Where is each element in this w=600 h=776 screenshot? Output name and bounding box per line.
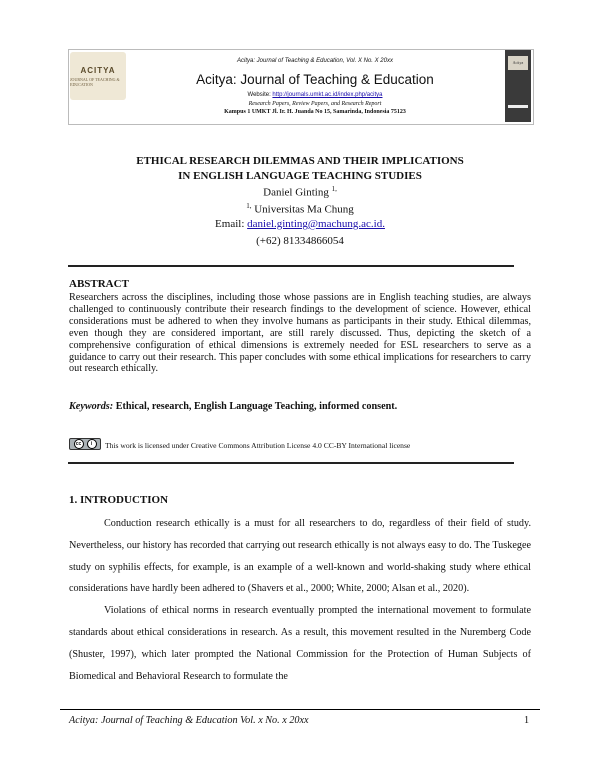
journal-cover-thumbnail — [505, 50, 531, 122]
author-name — [60, 185, 540, 199]
header-journal-volume — [130, 58, 500, 64]
email-link[interactable]: daniel.ginting@machung.ac.id. — [247, 218, 385, 230]
journal-logo — [70, 52, 126, 100]
website-label: Website: — [247, 92, 273, 98]
cover-title: Acitya — [508, 56, 528, 70]
intro-paragraph-1: Conduction research ethically is a must for all researchers to do, regardless of their field of study. Nevertheless, our history has recorded that carrying out research ethically is not always easy to do. The Tuskegee study on syphilis effects, for example, is an example of a well-known and world-shaking study where ethical considerations have hardly been adhered to (Shavers et al., 2000; White, 2000; Alsan et al., 2020). — [69, 518, 531, 595]
logo-subtext: JOURNAL OF TEACHING & EDUCATION — [70, 76, 120, 87]
footer-journal-info: Acitya: Journal of Teaching & Education Vol. x No. x 20xx — [69, 715, 309, 726]
research-types: Research Papers, Review Papers, and Research Report — [248, 101, 382, 107]
abstract-body: Researchers across the disciplines, including those whose passions are in English teaching studies, are always challenged to continuously contribute their research findings to the development of science. However, ethical considerations must be adhered to when they involve humans as participants in their study. Ethical dilemmas, even though they are considered important, are still rarely discussed. Thus, depicting the sketch of a comprehensive configuration of ethical dimensions is extremely needed for ESL researchers to serve as a guidance to carry out their research. This paper concludes with some ethical implications for researchers to carry out research ethically. — [69, 292, 531, 375]
paper-title-line-1: ETHICAL RESEARCH DILEMMAS AND THEIR IMPLICATIONS — [136, 155, 464, 167]
logo-text: ACITYA — [80, 65, 116, 75]
cover-strip — [508, 105, 528, 108]
journal-title: Acitya: Journal of Teaching & Education — [196, 72, 434, 87]
website-link[interactable]: http://journals.umkt.ac.id/index.php/acitya — [272, 92, 383, 98]
keywords — [69, 401, 539, 412]
header-volume: Vol. X No. X 20xx — [344, 58, 393, 64]
header-journal-name-small: Acitya: Journal of Teaching & Education, — [237, 58, 345, 64]
author-phone: (+62) 81334866054 — [256, 235, 344, 247]
cc-by-license-icon[interactable] — [69, 438, 101, 450]
intro-paragraph-2: Violations of ethical norms in research eventually prompted the international movement to formulate standards about ethical considerations in research. As a result, this movement resulted in the Nuremberg Code (Shuster, 1997), which later prompted the National Commission for the Protection of Human Subjects of Biomedical and Behavioral Research to formulate the — [69, 605, 531, 682]
journal-address: Kampus 1 UMKT Jl. Ir. H. Juanda No 15, Samarinda, Indonesia 75123 — [224, 109, 406, 115]
paper-title-line-2: IN ENGLISH LANGUAGE TEACHING STUDIES — [178, 170, 422, 182]
author-affiliation — [60, 202, 540, 216]
page-number: 1 — [524, 715, 530, 726]
introduction-body — [69, 513, 531, 687]
author-superscript: 1, — [331, 185, 337, 193]
by-icon: i — [87, 439, 97, 449]
divider-top — [68, 265, 514, 267]
keywords-label: Keywords: — [69, 401, 114, 412]
author: Daniel Ginting — [263, 186, 329, 199]
abstract-heading: ABSTRACT — [69, 278, 129, 290]
journal-website — [130, 92, 500, 98]
introduction-heading: 1. INTRODUCTION — [69, 494, 169, 506]
affiliation-superscript: 1, — [246, 202, 252, 210]
divider-bottom — [68, 462, 514, 464]
footer-divider — [60, 709, 540, 710]
license-text: This work is licensed under Creative Commons Attribution License 4.0 CC-BY International license — [105, 441, 411, 450]
affiliation: Universitas Ma Chung — [251, 203, 354, 216]
email-label: Email: — [215, 218, 248, 230]
keywords-list: Ethical, research, English Language Teaching, informed consent. — [113, 401, 398, 412]
cc-icon: cc — [74, 439, 84, 449]
author-email — [60, 218, 540, 230]
